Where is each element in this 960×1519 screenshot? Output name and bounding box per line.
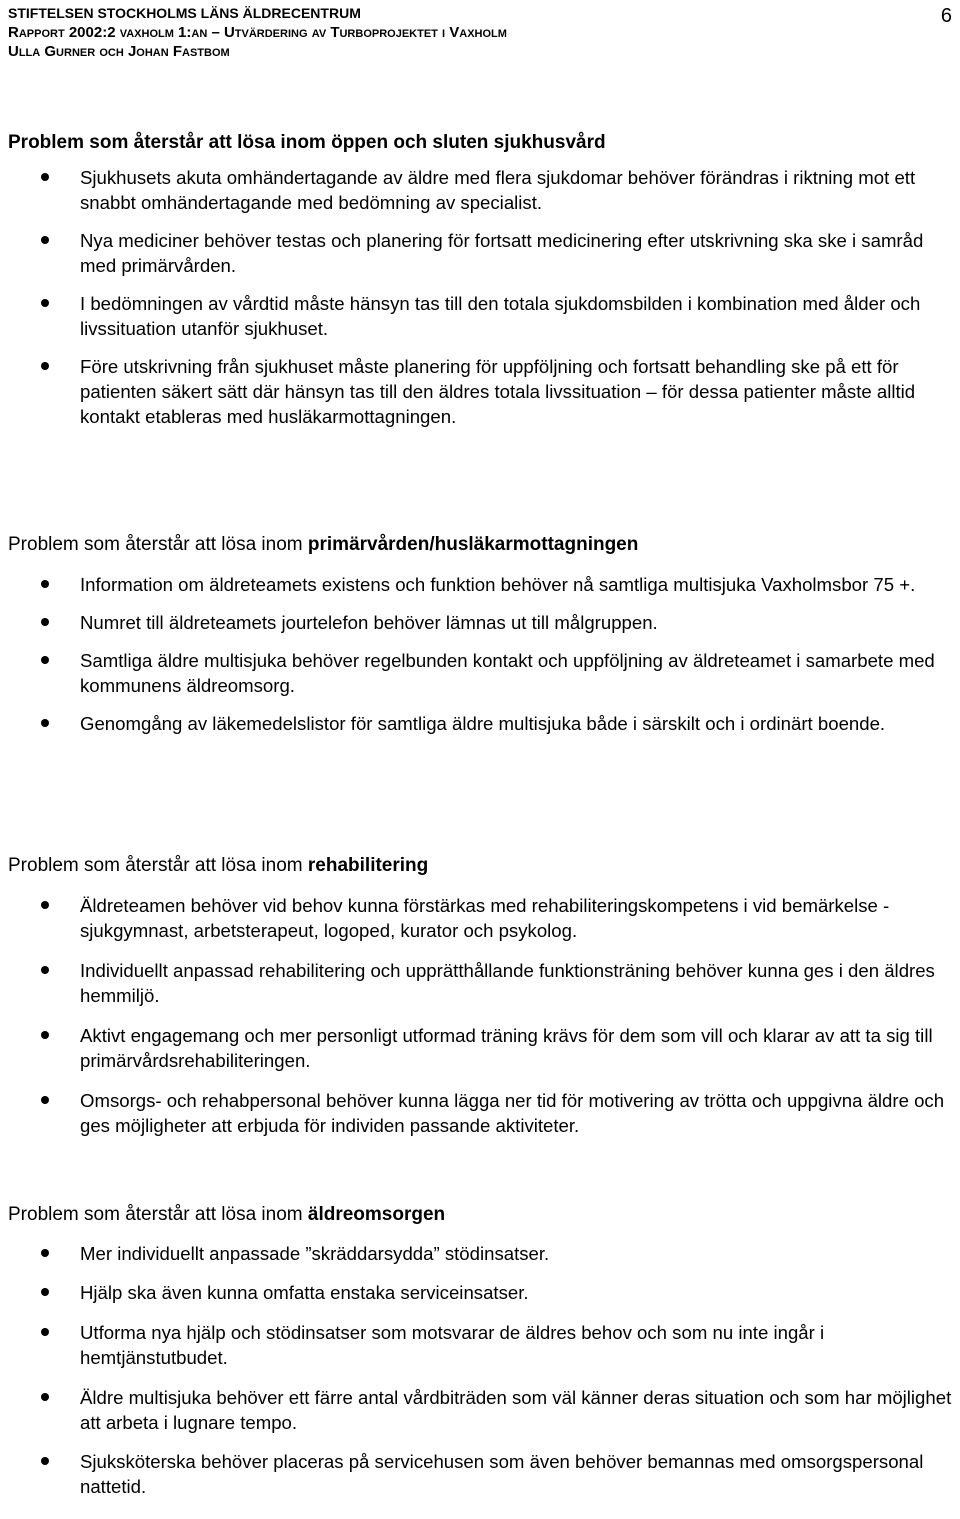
bullet-icon bbox=[41, 719, 49, 727]
list-item: Information om äldreteamets existens och funktion behöver nå samtliga multisjuka Vaxholmsbor 75 +. bbox=[0, 572, 960, 597]
bullet-icon bbox=[41, 236, 49, 244]
section-hospital-care bbox=[0, 131, 960, 429]
bullet-icon bbox=[41, 901, 49, 909]
section-primary-care bbox=[0, 533, 960, 736]
bullet-list bbox=[0, 893, 960, 1138]
header-authors: Ulla Gurner och Johan Fastbom bbox=[8, 43, 230, 60]
list-item: Mer individuellt anpassade ”skräddarsydda” stödinsatser. bbox=[0, 1241, 960, 1266]
list-item: Sjuksköterska behöver placeras på servicehusen som även behöver bemannas med omsorgspersonal nattetid. bbox=[0, 1449, 960, 1499]
bullet-list bbox=[0, 1241, 960, 1499]
list-item: Genomgång av läkemedelslistor för samtliga äldre multisjuka både i särskilt och i ordinärt boende. bbox=[0, 711, 960, 736]
bullet-list bbox=[0, 572, 960, 736]
list-item: Sjukhusets akuta omhändertagande av äldre med flera sjukdomar behöver förändras i riktning mot ett snabbt omhändertagande med bedömning av specialist. bbox=[0, 165, 960, 215]
bullet-icon bbox=[41, 1031, 49, 1039]
section-rehabilitation bbox=[0, 854, 960, 1138]
bullet-icon bbox=[41, 1288, 49, 1296]
section-title: Problem som återstår att lösa inom primärvården/husläkarmottagningen bbox=[8, 534, 639, 555]
list-item: Utforma nya hjälp och stödinsatser som motsvarar de äldres behov och som nu inte ingår i hemtjänstutbudet. bbox=[0, 1320, 960, 1370]
bullet-icon bbox=[41, 1457, 49, 1465]
list-item: Samtliga äldre multisjuka behöver regelbunden kontakt och uppföljning av äldreteamet i samarbete med kommunens äldreomsorg. bbox=[0, 648, 960, 698]
list-item: Nya mediciner behöver testas och planering för fortsatt medicinering efter utskrivning ska ske i samråd med primärvården. bbox=[0, 228, 960, 278]
bullet-icon bbox=[41, 1393, 49, 1401]
list-item: Omsorgs- och rehabpersonal behöver kunna lägga ner tid för motivering av trötta och uppgivna äldre och ges möjligheter att erbjuda för individen passande aktiviteter. bbox=[0, 1088, 960, 1138]
section-title: Problem som återstår att lösa inom rehabilitering bbox=[8, 855, 429, 876]
bullet-icon bbox=[41, 618, 49, 626]
section-title: Problem som återstår att lösa inom öppen och sluten sjukhusvård bbox=[8, 132, 606, 153]
list-item: Äldre multisjuka behöver ett färre antal vårdbiträden som väl känner deras situation och som har möjlighet att arbeta i lugnare tempo. bbox=[0, 1385, 960, 1435]
list-item: Före utskrivning från sjukhuset måste planering för uppföljning och fortsatt behandling ske på ett för patienten säkert sätt där hänsyn tas till den äldres totala livssituation – för dessa patienter måste alltid kontakt etableras med husläkarmottagningen. bbox=[0, 354, 960, 429]
section-title: Problem som återstår att lösa inom äldreomsorgen bbox=[8, 1204, 446, 1225]
bullet-icon bbox=[41, 656, 49, 664]
bullet-icon bbox=[41, 173, 49, 181]
list-item: Äldreteamen behöver vid behov kunna förstärkas med rehabiliteringskompetens i vid bemärkelse - sjukgymnast, arbetsterapeut, logoped, kurator och psykolog. bbox=[0, 893, 960, 943]
list-item: I bedömningen av vårdtid måste hänsyn tas till den totala sjukdomsbilden i kombination med ålder och livssituation utanför sjukhuset. bbox=[0, 291, 960, 341]
header-report-title: Rapport 2002:2 vaxholm 1:an – Utvärdering av Turboprojektet i Vaxholm bbox=[8, 24, 507, 41]
bullet-icon bbox=[41, 362, 49, 370]
page-number: 6 bbox=[940, 5, 952, 27]
bullet-icon bbox=[41, 966, 49, 974]
list-item: Numret till äldreteamets jourtelefon behöver lämnas ut till målgruppen. bbox=[0, 610, 960, 635]
bullet-icon bbox=[41, 1249, 49, 1257]
bullet-icon bbox=[41, 299, 49, 307]
bullet-icon bbox=[41, 1096, 49, 1104]
bullet-list bbox=[0, 165, 960, 429]
list-item: Hjälp ska även kunna omfatta enstaka serviceinsatser. bbox=[0, 1280, 960, 1305]
header-organization: STIFTELSEN STOCKHOLMS LÄNS ÄLDRECENTRUM bbox=[8, 5, 361, 21]
list-item: Individuellt anpassad rehabilitering och upprätthållande funktionsträning behöver kunna ges i den äldres hemmiljö. bbox=[0, 958, 960, 1008]
page-header bbox=[8, 4, 952, 61]
list-item: Aktivt engagemang och mer personligt utformad träning krävs för dem som vill och klarar av att ta sig till primärvårdsrehabiliteringen. bbox=[0, 1023, 960, 1073]
section-elderly-care bbox=[0, 1203, 960, 1499]
bullet-icon bbox=[41, 1328, 49, 1336]
bullet-icon bbox=[41, 580, 49, 588]
